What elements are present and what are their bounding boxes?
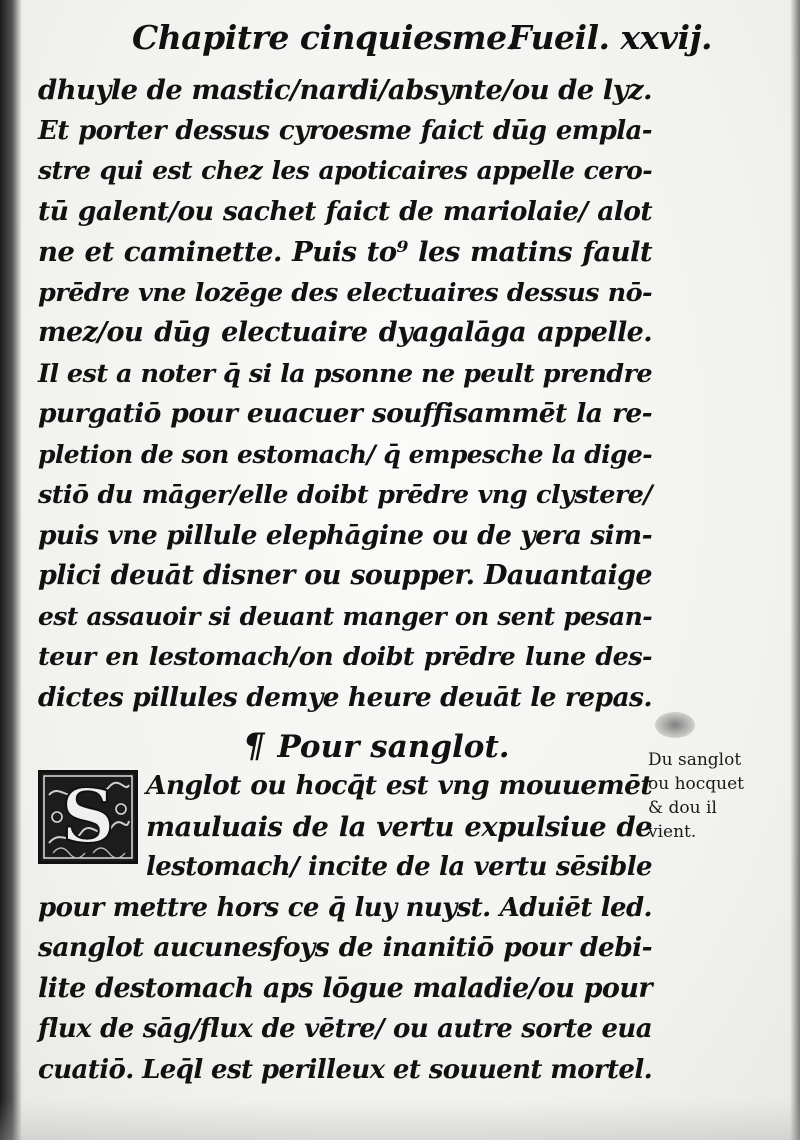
text-line: mauluais de la vertu expulsiue de bbox=[146, 810, 652, 843]
text-line: Il est a noter q̄ si la psonne ne peult prendre bbox=[38, 358, 652, 389]
text-line: ne et caminette. Puis to⁹ les matins fault bbox=[38, 236, 652, 268]
text-line: puis vne pillule elephāgine ou de yera sim- bbox=[38, 519, 652, 551]
text-line: lestomach/ incite de la vertu sēsible bbox=[146, 852, 652, 882]
text-line: dhuyle de mastic/nardi/absynte/ou de lyz. bbox=[38, 74, 652, 106]
text-line: tū galent/ou sachet faict de mariolaie/ alot bbox=[38, 195, 652, 227]
marginal-line: ou hocquet bbox=[648, 774, 745, 794]
text-line: stre qui est chez les apoticaires appelle cero- bbox=[38, 156, 652, 185]
text-line: pletion de son estomach/ q̄ empesche la dige- bbox=[38, 439, 652, 469]
page-edge bbox=[790, 0, 800, 1140]
text-line: Anglot ou hocq̄t est vng mouuemēt bbox=[146, 770, 652, 801]
page-bottom-shadow bbox=[0, 1100, 800, 1140]
text-line: dictes pillules demye heure deuāt le repas. bbox=[38, 681, 652, 713]
section-paragraph bbox=[38, 766, 652, 1090]
text-line: prēdre vne lozēge des electuaires dessus nō- bbox=[38, 277, 652, 308]
marginal-line: Du sanglot bbox=[648, 750, 742, 770]
text-line: plici deuāt disner ou soupper. Dauantaige bbox=[38, 560, 652, 591]
page-gutter-shadow bbox=[0, 0, 22, 1140]
marginal-line: vient. bbox=[648, 822, 697, 842]
pilcrow-mark: ¶ bbox=[243, 726, 265, 766]
text-line: mez/ou dūg electuaire dyagalāga appelle. bbox=[38, 317, 652, 348]
section-heading bbox=[243, 724, 510, 768]
text-line: flux de sāg/flux de vētre/ ou autre sorte eua bbox=[38, 1014, 652, 1044]
text-line: teur en lestomach/on doibt prēdre lune des- bbox=[38, 642, 652, 672]
ink-smudge bbox=[655, 712, 695, 738]
marginal-note bbox=[648, 748, 796, 844]
running-head bbox=[132, 18, 712, 64]
text-line: Et porter dessus cyroesme faict dūg empla- bbox=[38, 115, 652, 146]
chapter-title: Chapitre cinquiesme. bbox=[132, 18, 518, 57]
initial-letter: S bbox=[61, 774, 115, 860]
body-paragraph bbox=[38, 70, 652, 718]
text-line: purgatiō pour euacuer souffisammēt la re- bbox=[38, 398, 652, 429]
text-line: stiō du māger/elle doibt prēdre vng clystere/ bbox=[38, 480, 652, 510]
text-line: est assauoir si deuant manger on sent pesan- bbox=[38, 601, 652, 631]
section-heading-text: Pour sanglot. bbox=[277, 729, 510, 765]
text-line: cuatiō. Leq̄l est perilleux et souuent mortel. bbox=[38, 1054, 653, 1085]
folio-number: Fueil. xxvij. bbox=[508, 18, 712, 57]
text-line: lite destomach aps lōgue maladie/ou pour bbox=[38, 972, 652, 1004]
text-line: pour mettre hors ce q̄ luy nuyst. Aduiēt led. bbox=[38, 892, 652, 923]
marginal-line: & dou il bbox=[648, 798, 717, 818]
text-line: sanglot aucunesfoys de inanitiō pour debi- bbox=[38, 932, 652, 963]
